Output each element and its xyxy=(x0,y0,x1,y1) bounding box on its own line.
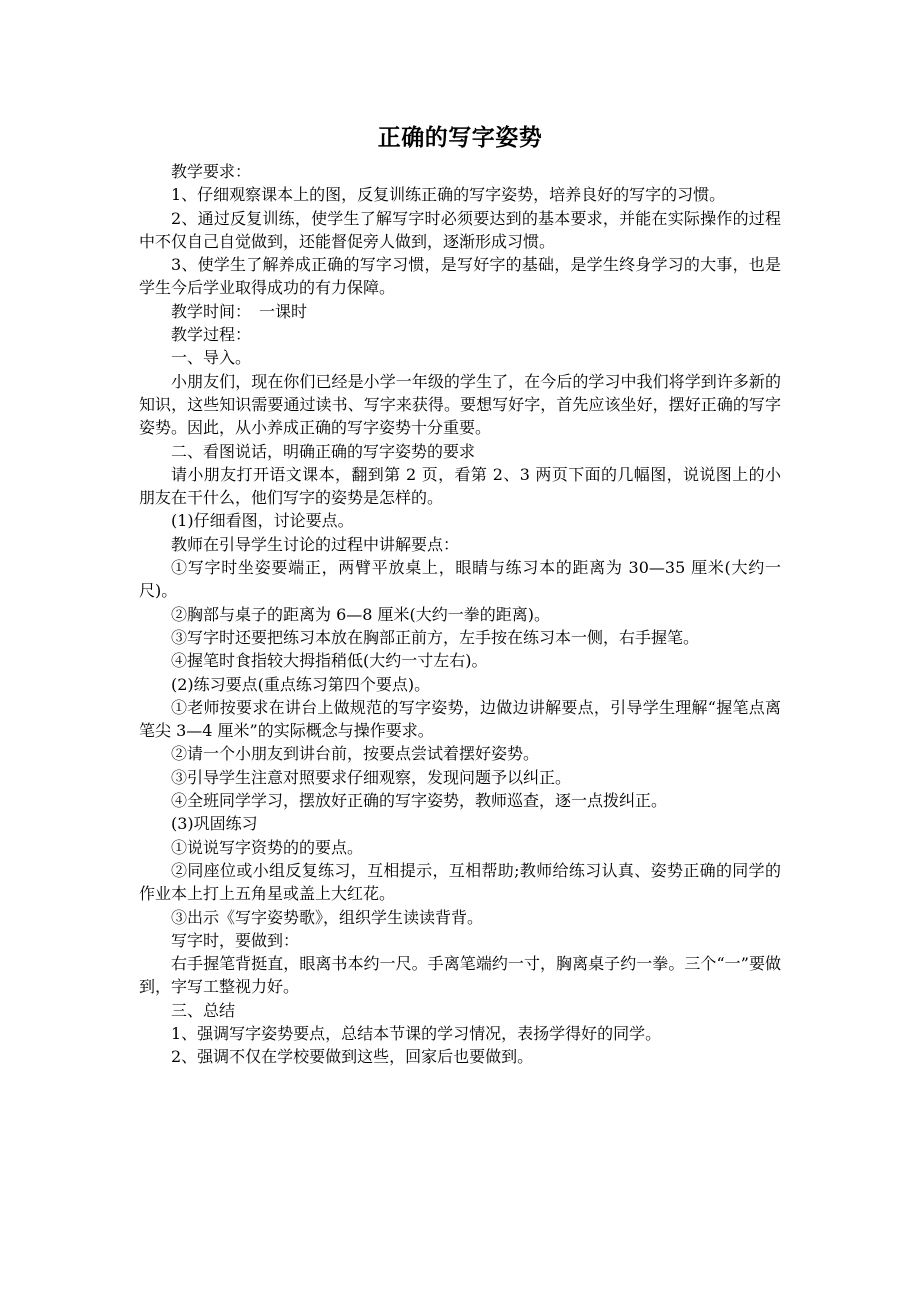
paragraph-list xyxy=(139,160,781,1069)
paragraph: ①写字时坐姿要端正，两臂平放桌上，眼睛与练习本的距离为 30—35 厘米(大约一尺)。 xyxy=(139,558,781,601)
paragraph: 教学时间： 一课时 xyxy=(171,301,308,321)
paragraph: 教学过程： xyxy=(171,325,252,345)
document-body xyxy=(139,120,781,1069)
paragraph: (2)练习要点(重点练习第四个要点)。 xyxy=(171,674,431,694)
paragraph: ④全班同学学习，摆放好正确的写字姿势，教师巡查，逐一点拨纠正。 xyxy=(171,791,668,811)
page-title: 正确的写字姿势 xyxy=(377,124,543,151)
paragraph: 3、使学生了解养成正确的写字习惯，是写好字的基础，是学生终身学习的大事，也是学生今后学业取得成功的有力保障。 xyxy=(139,255,781,298)
paragraph: 一、导入。 xyxy=(171,348,252,368)
paragraph: ③引导学生注意对照要求仔细观察，发现问题予以纠正。 xyxy=(171,767,572,787)
paragraph: 2、通过反复训练，使学生了解写字时必须要达到的基本要求，并能在实际操作的过程中不仅自己自觉做到，还能督促旁人做到，逐渐形成习惯。 xyxy=(139,208,781,251)
paragraph: 教师在引导学生讨论的过程中讲解要点： xyxy=(171,534,460,554)
paragraph: 写字时，要做到： xyxy=(171,930,300,950)
paragraph: ②同座位或小组反复练习，互相提示，互相帮助;教师给练习认真、姿势正确的同学的作业本上打上五角星或盖上大红花。 xyxy=(139,860,781,904)
paragraph: 教学要求： xyxy=(171,162,252,181)
paragraph: ②请一个小朋友到讲台前，按要点尝试着摆好姿势。 xyxy=(171,744,540,764)
paragraph: ①老师按要求在讲台上做规范的写字姿势，边做边讲解要点，引导学生理解“握笔点离笔尖 3—4 厘米”的实际概念与操作要求。 xyxy=(139,697,781,741)
paragraph: ④握笔时食指较大拇指稍低(大约一寸左右)。 xyxy=(171,651,488,671)
paragraph: 1、仔细观察课本上的图，反复训练正确的写字姿势，培养良好的写字的习惯。 xyxy=(171,185,726,205)
paragraph: 右手握笔背挺直，眼离书本约一尺。手离笔端约一寸，胸离桌子约一拳。三个“一”要做到，字写工整视力好。 xyxy=(139,954,781,997)
paragraph: ③出示《写字姿势歌》，组织学生读读背背。 xyxy=(171,907,484,927)
paragraph: 三、总结 xyxy=(171,1000,236,1020)
paragraph: ②胸部与桌子的距离为 6—8 厘米(大约一拳的距离)。 xyxy=(171,604,551,624)
paragraph: 小朋友们，现在你们已经是小学一年级的学生了，在今后的学习中我们将学到许多新的知识，这些知识需要通过读书、写字来获得。要想写好字，首先应该坐好，摆好正确的写字姿势。因此，从小养成正确的写字姿势十分重要。 xyxy=(139,371,781,438)
paragraph: 1、强调写字姿势要点，总结本节课的学习情况，表扬学得好的同学。 xyxy=(171,1023,662,1043)
paragraph: 2、强调不仅在学校要做到这些，回家后也要做到。 xyxy=(171,1047,534,1067)
paragraph: 二、看图说话，明确正确的写字姿势的要求 xyxy=(171,441,476,461)
paragraph: ③写字时还要把练习本放在胸部正前方，左手按在练习本一侧，右手握笔。 xyxy=(171,627,700,647)
paragraph: (1)仔细看图，讨论要点。 xyxy=(171,511,354,531)
paragraph: (3)巩固练习 xyxy=(171,814,258,834)
paragraph: ①说说写字资势的的要点。 xyxy=(171,837,364,857)
paragraph: 请小朋友打开语文课本，翻到第 2 页，看第 2、3 两页下面的几幅图，说说图上的小朋友在干什么，他们写字的姿势是怎样的。 xyxy=(139,464,781,508)
